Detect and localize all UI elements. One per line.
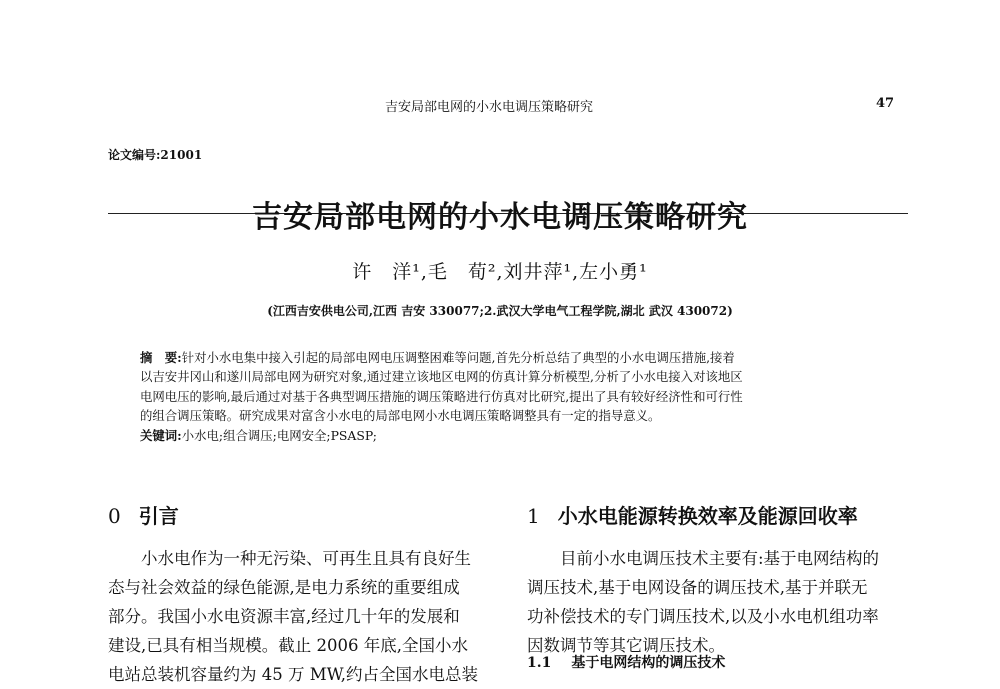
paper-id: 论文编号:21001 xyxy=(108,148,203,162)
authors: 许 洋¹,毛 荀²,刘井萍¹,左小勇¹ xyxy=(352,261,648,283)
running-head xyxy=(0,96,1000,116)
body-line: 建设,已具有相当规模。截止 2006 年底,全国小水 xyxy=(108,636,468,655)
section-1-heading xyxy=(527,500,858,529)
body-line: 目前小水电调压技术主要有:基于电网结构的 xyxy=(560,549,880,568)
subsection-number: 1.1 xyxy=(527,655,552,671)
section-1-number: 1 xyxy=(527,504,540,528)
body-line: 功补偿技术的专门调压技术,以及小水电机组功率 xyxy=(527,607,879,626)
abstract xyxy=(140,348,885,445)
abstract-text: 针对小水电集中接入引起的局部电网电压调整困难等问题,首先分析总结了典型的小水电调压措施,接着 xyxy=(181,350,735,365)
subsection-1-1-heading xyxy=(527,652,725,672)
abstract-label: 摘 要: xyxy=(140,350,182,365)
paper-title: 吉安局部电网的小水电调压策略研究 xyxy=(252,200,748,235)
section-1-body xyxy=(527,544,912,660)
body-line: 部分。我国小水电资源丰富,经过几十年的发展和 xyxy=(108,607,460,626)
keywords-line xyxy=(140,426,885,445)
abstract-line: 以吉安井冈山和遂川局部电网为研究对象,通过建立该地区电网的仿真计算分析模型,分析了小水电接入对该地区 xyxy=(140,369,743,385)
keywords-label: 关键词: xyxy=(140,427,182,443)
body-line: 因数调节等其它调压技术。 xyxy=(527,636,725,655)
section-0-body xyxy=(108,544,503,689)
affiliation: (江西吉安供电公司,江西 吉安 330077;2.武汉大学电气工程学院,湖北 武汉 430072) xyxy=(267,304,733,318)
abstract-line xyxy=(140,348,885,367)
section-1-title: 小水电能源转换效率及能源回收率 xyxy=(557,504,858,528)
body-line: 态与社会效益的绿色能源,是电力系统的重要组成 xyxy=(108,578,460,597)
section-0-title: 引言 xyxy=(138,504,179,528)
body-line: 电站总装机容量约为 45 万 MW,约占全国水电总装 xyxy=(108,665,478,684)
subsection-title: 基于电网结构的调压技术 xyxy=(571,655,726,671)
abstract-line: 电网电压的影响,最后通过对基于各典型调压措施的调压策略进行仿真对比研究,提出了具有较好经济性和可行性 xyxy=(140,388,743,404)
abstract-line: 的组合调压策略。研究成果对富含小水电的局部电网小水电调压策略调整具有一定的指导意义。 xyxy=(140,408,661,424)
keywords: 小水电;组合调压;电网安全;PSASP; xyxy=(181,427,377,443)
running-title: 吉安局部电网的小水电调压策略研究 xyxy=(385,100,594,115)
body-line: 调压技术,基于电网设备的调压技术,基于并联无 xyxy=(527,578,868,597)
section-0-heading xyxy=(108,500,179,529)
body-line: 小水电作为一种无污染、可再生且具有良好生 xyxy=(141,549,471,568)
section-0-number: 0 xyxy=(108,504,121,528)
page-number: 47 xyxy=(876,96,895,111)
